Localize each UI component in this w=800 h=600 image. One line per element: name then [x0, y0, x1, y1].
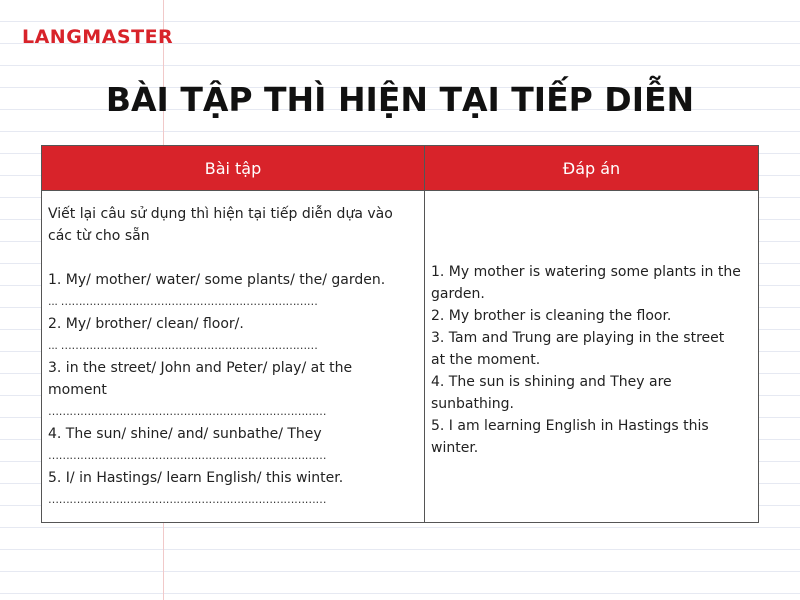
answer-line: sunbathing.	[431, 395, 514, 412]
question-1: 1. My/ mother/ water/ some plants/ the/ garden.	[48, 272, 386, 288]
header-exercises: Bài tập	[42, 146, 425, 191]
answer-line: winter.	[431, 439, 479, 456]
question-2: 2. My/ brother/ clean/ floor/.	[48, 316, 244, 332]
answer-cell	[425, 191, 759, 523]
answer-line: 3. Tam and Trung are playing in the street	[431, 329, 725, 346]
question-5: 5. I/ in Hastings/ learn English/ this winter.	[48, 470, 344, 486]
table-header-row	[42, 146, 759, 191]
answer-blank-2: ... ………………………………………………………………	[48, 339, 318, 352]
question-3-cont: moment	[48, 382, 107, 398]
answer-line: at the moment.	[431, 351, 541, 368]
answer-blank-3: ……………………………………………………………………	[48, 405, 327, 418]
page-title: BÀI TẬP THÌ HIỆN TẠI TIẾP DIỄN	[105, 80, 695, 119]
table-row	[42, 191, 759, 523]
question-3: 3. in the street/ John and Peter/ play/ at the	[48, 360, 353, 376]
instruction-line: các từ cho sẵn	[48, 228, 150, 244]
exercise-table	[41, 145, 759, 523]
brand-logo: LANGMASTER	[22, 26, 174, 48]
answer-line: 2. My brother is cleaning the floor.	[431, 307, 672, 324]
answer-line: 1. My mother is watering some plants in the	[431, 263, 741, 280]
question-4: 4. The sun/ shine/ and/ sunbathe/ They	[48, 426, 322, 442]
header-answers: Đáp án	[425, 146, 759, 191]
answer-blank-4: ……………………………………………………………………	[48, 449, 327, 462]
answer-line: garden.	[431, 285, 485, 302]
answer-line: 5. I am learning English in Hastings this	[431, 417, 709, 434]
answer-blank-5: ……………………………………………………………………	[48, 493, 327, 506]
exercise-cell	[42, 191, 425, 523]
instruction-line: Viết lại câu sử dụng thì hiện tại tiếp diễn dựa vào	[48, 206, 393, 222]
answer-blank-1: ... ………………………………………………………………	[48, 295, 318, 308]
answer-line: 4. The sun is shining and They are	[431, 373, 672, 390]
